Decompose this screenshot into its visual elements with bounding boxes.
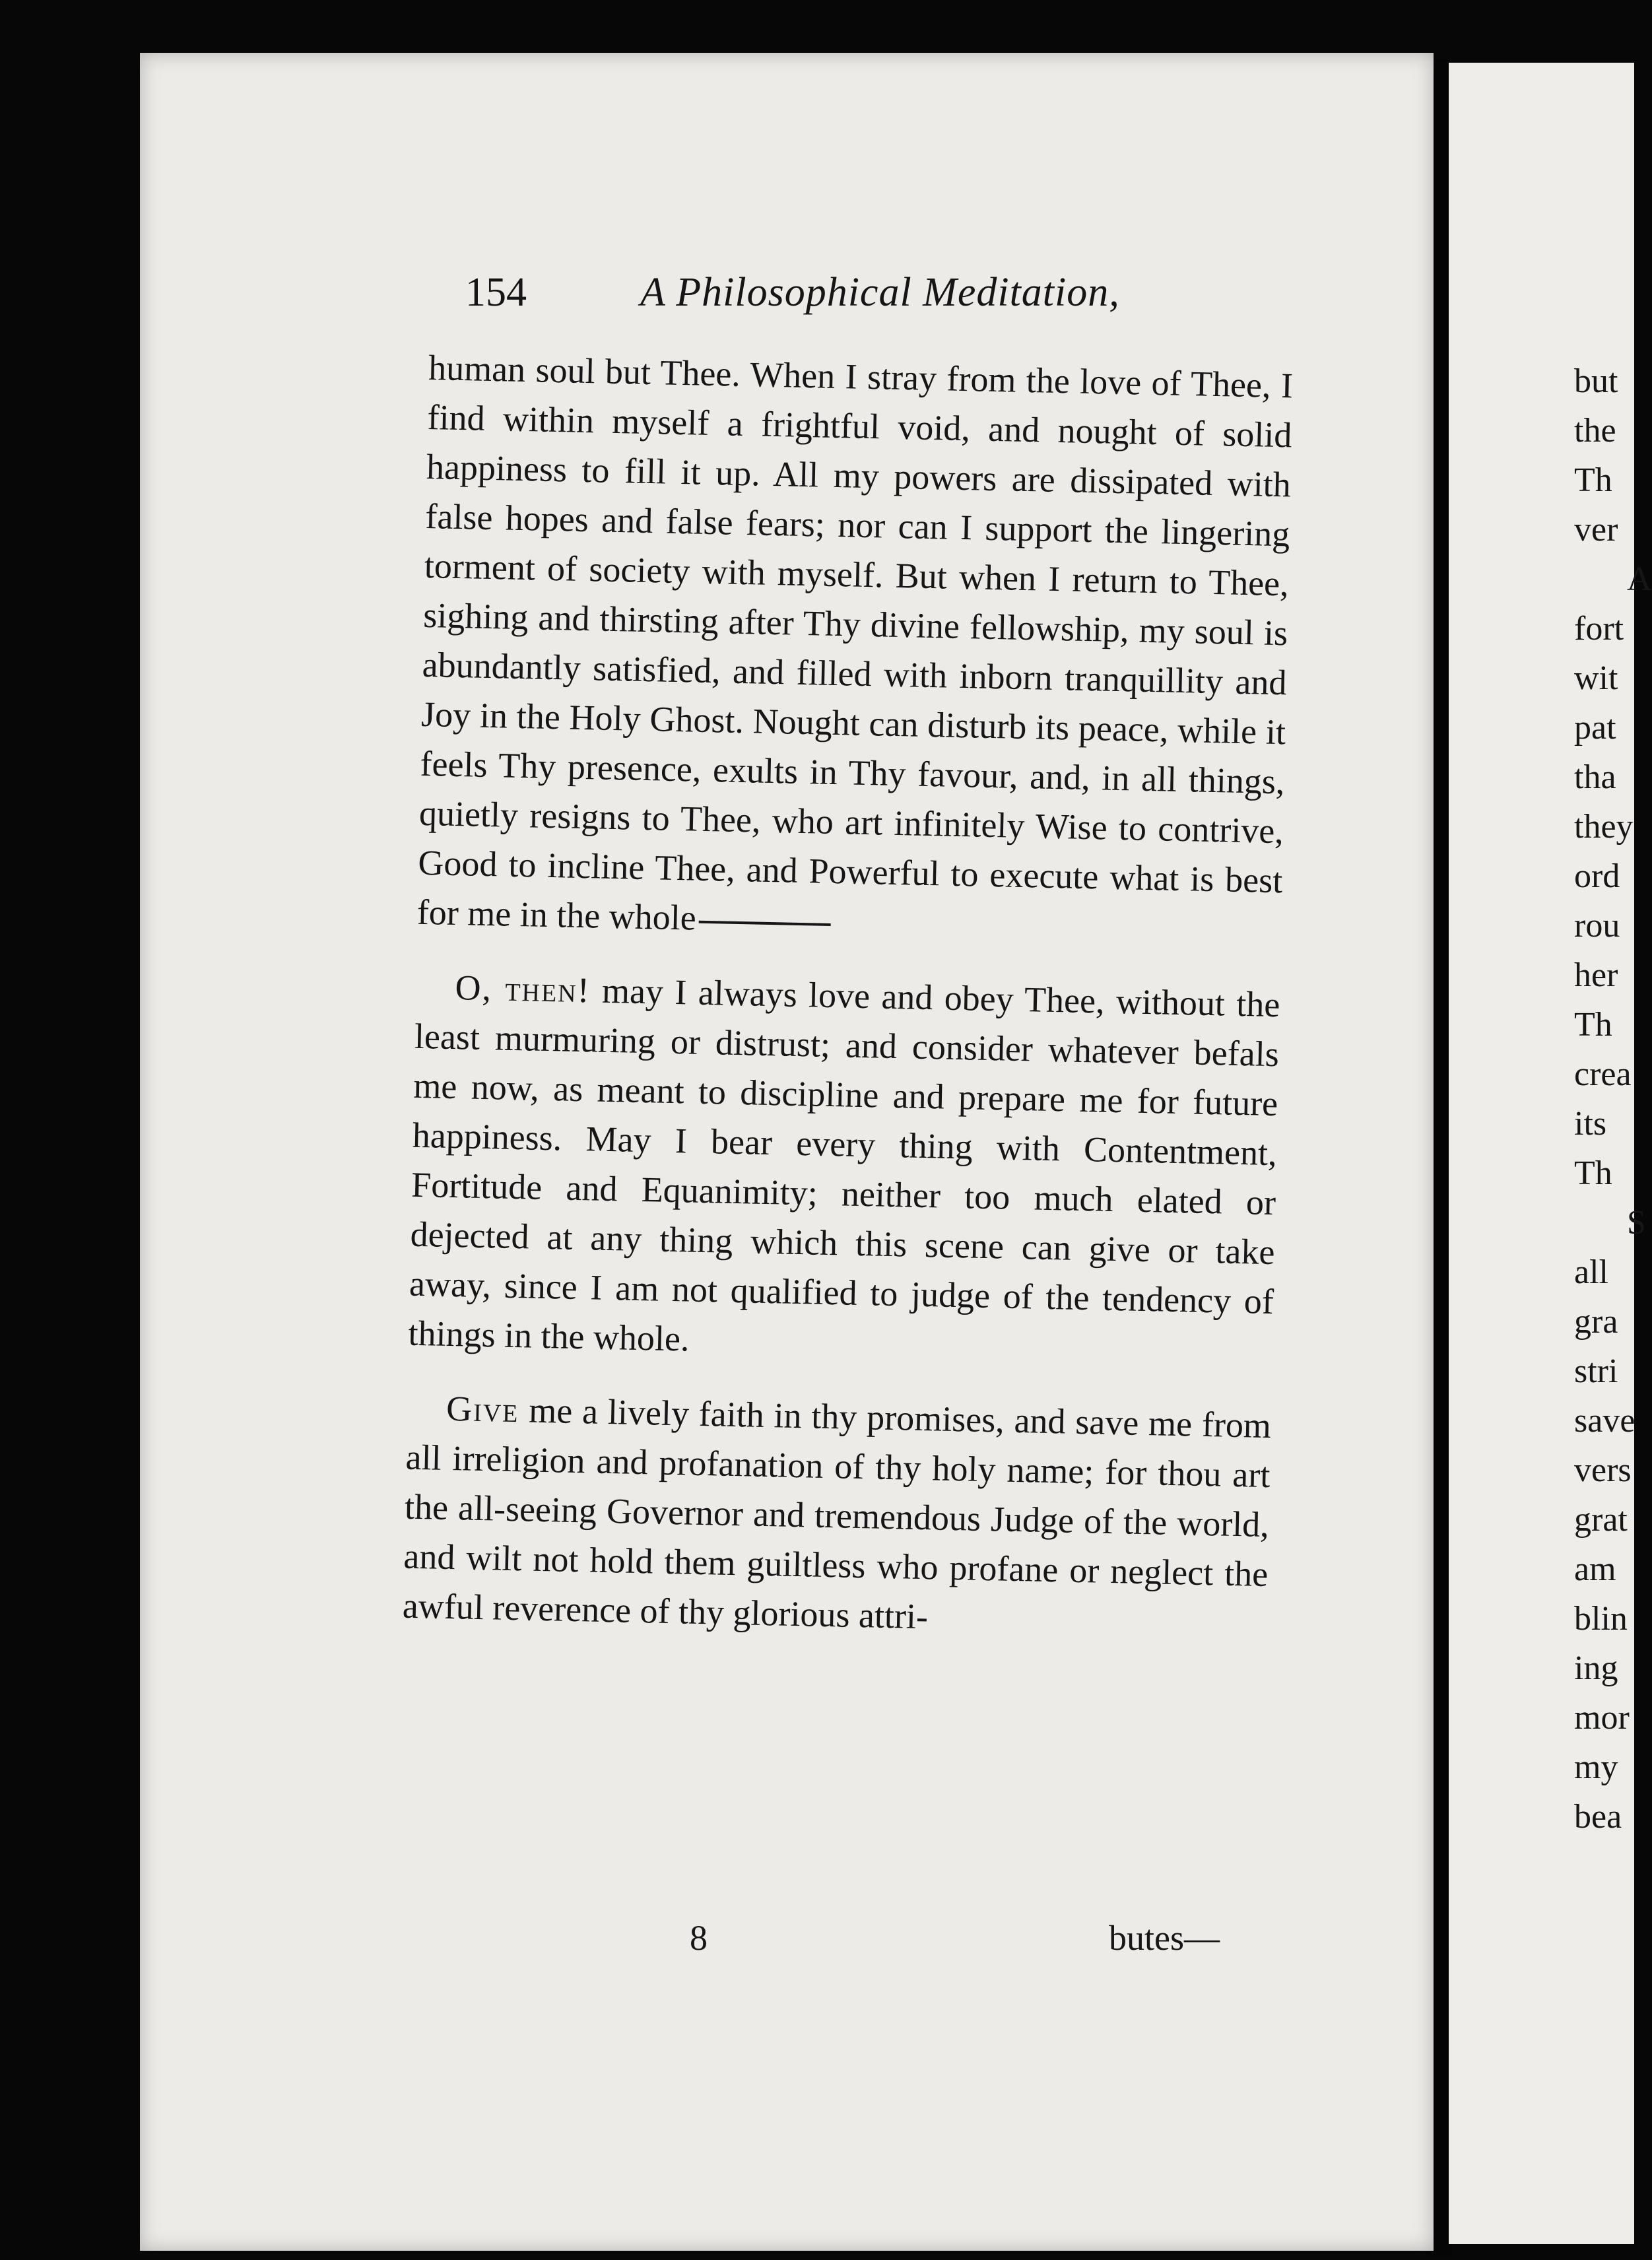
facing-line: tha <box>1574 758 1616 796</box>
facing-page-text <box>1574 356 1652 1842</box>
facing-line: save <box>1574 1402 1635 1440</box>
paragraph-2-text: may I always love and obey Thee, without the least murmuring or distrust; and consider whatever befals me now, as meant to discipline and prepare me for future happiness. May I bear every thing with Contentment, Fortitude and Equanimity; neither too much elated or dejected at any thing which this scene can give or take away, since I am not qualified to judge of the tendency of things in the whole. <box>407 970 1280 1359</box>
facing-line: grat <box>1574 1501 1628 1539</box>
page-number: 154 <box>465 270 527 315</box>
paragraph-3-text: me a lively faith in thy promises, and save me from all irreligion and profanation of thy holy name; for thou art the all-seeing Governor and tremendous Judge of the world, and wilt not hold them guiltless who profane or neglect the awful reverence of thy glorious attri- <box>402 1390 1272 1637</box>
paragraph-1 <box>416 343 1294 955</box>
facing-line: vers <box>1574 1451 1632 1489</box>
facing-line: stri <box>1574 1352 1618 1390</box>
facing-line: gra <box>1574 1303 1618 1341</box>
facing-line: all <box>1574 1253 1608 1291</box>
paragraph-2-lead: O, then! <box>454 968 591 1011</box>
dash-rule <box>699 920 831 925</box>
facing-line: but <box>1574 362 1618 400</box>
paragraph-3-lead: Give <box>446 1388 520 1430</box>
facing-line: ver <box>1574 511 1618 548</box>
paragraph-2 <box>408 962 1280 1376</box>
paragraph-3 <box>402 1383 1272 1649</box>
facing-line: ing <box>1574 1649 1618 1687</box>
facing-line: wit <box>1574 659 1618 697</box>
facing-line: Th <box>1574 461 1612 499</box>
facing-line: they <box>1574 808 1634 846</box>
facing-line: bea <box>1574 1798 1622 1836</box>
body-text <box>402 343 1294 1649</box>
facing-line: mor <box>1574 1699 1630 1737</box>
page-header <box>465 269 1205 322</box>
facing-line: S <box>1627 1204 1646 1242</box>
facing-line: Th <box>1574 1006 1612 1044</box>
running-title: A Philosophical Meditation, <box>640 270 1120 315</box>
facing-line: ord <box>1574 857 1620 895</box>
facing-line: her <box>1574 956 1618 994</box>
facing-line: its <box>1574 1105 1607 1143</box>
facing-line: Th <box>1574 1154 1612 1192</box>
catchword: butes— <box>1109 1918 1220 1958</box>
facing-line: rou <box>1574 907 1620 945</box>
facing-line: blin <box>1574 1600 1628 1638</box>
paragraph-1-text: human soul but Thee. When I stray from the love of Thee, I find within myself a frightful void, and nought of solid happiness to fill it up. All my powers are dissipated with false hopes and false fears; nor can I support the lingering torment of society with myself. But when I return to Thee, sighing and thirsting after Thy divine fellowship, my soul is abundantly satisfied, and filled with inborn tranquillity and Joy in the Holy Ghost. Nought can disturb its peace, while it feels Thy presence, exults in Thy favour, and, in all things, quietly resigns to Thee, who art infinitely Wise to contrive, Good to incline Thee, and Powerful to execute what is best for me in the whole <box>416 347 1294 938</box>
facing-line: crea <box>1574 1055 1632 1093</box>
facing-line: fort <box>1574 610 1624 648</box>
facing-line: my <box>1574 1748 1618 1786</box>
facing-line: the <box>1574 412 1616 449</box>
signature-mark: 8 <box>690 1918 708 1958</box>
facing-line: pat <box>1574 709 1616 747</box>
facing-line: A <box>1627 560 1652 598</box>
facing-line: am <box>1574 1550 1616 1588</box>
